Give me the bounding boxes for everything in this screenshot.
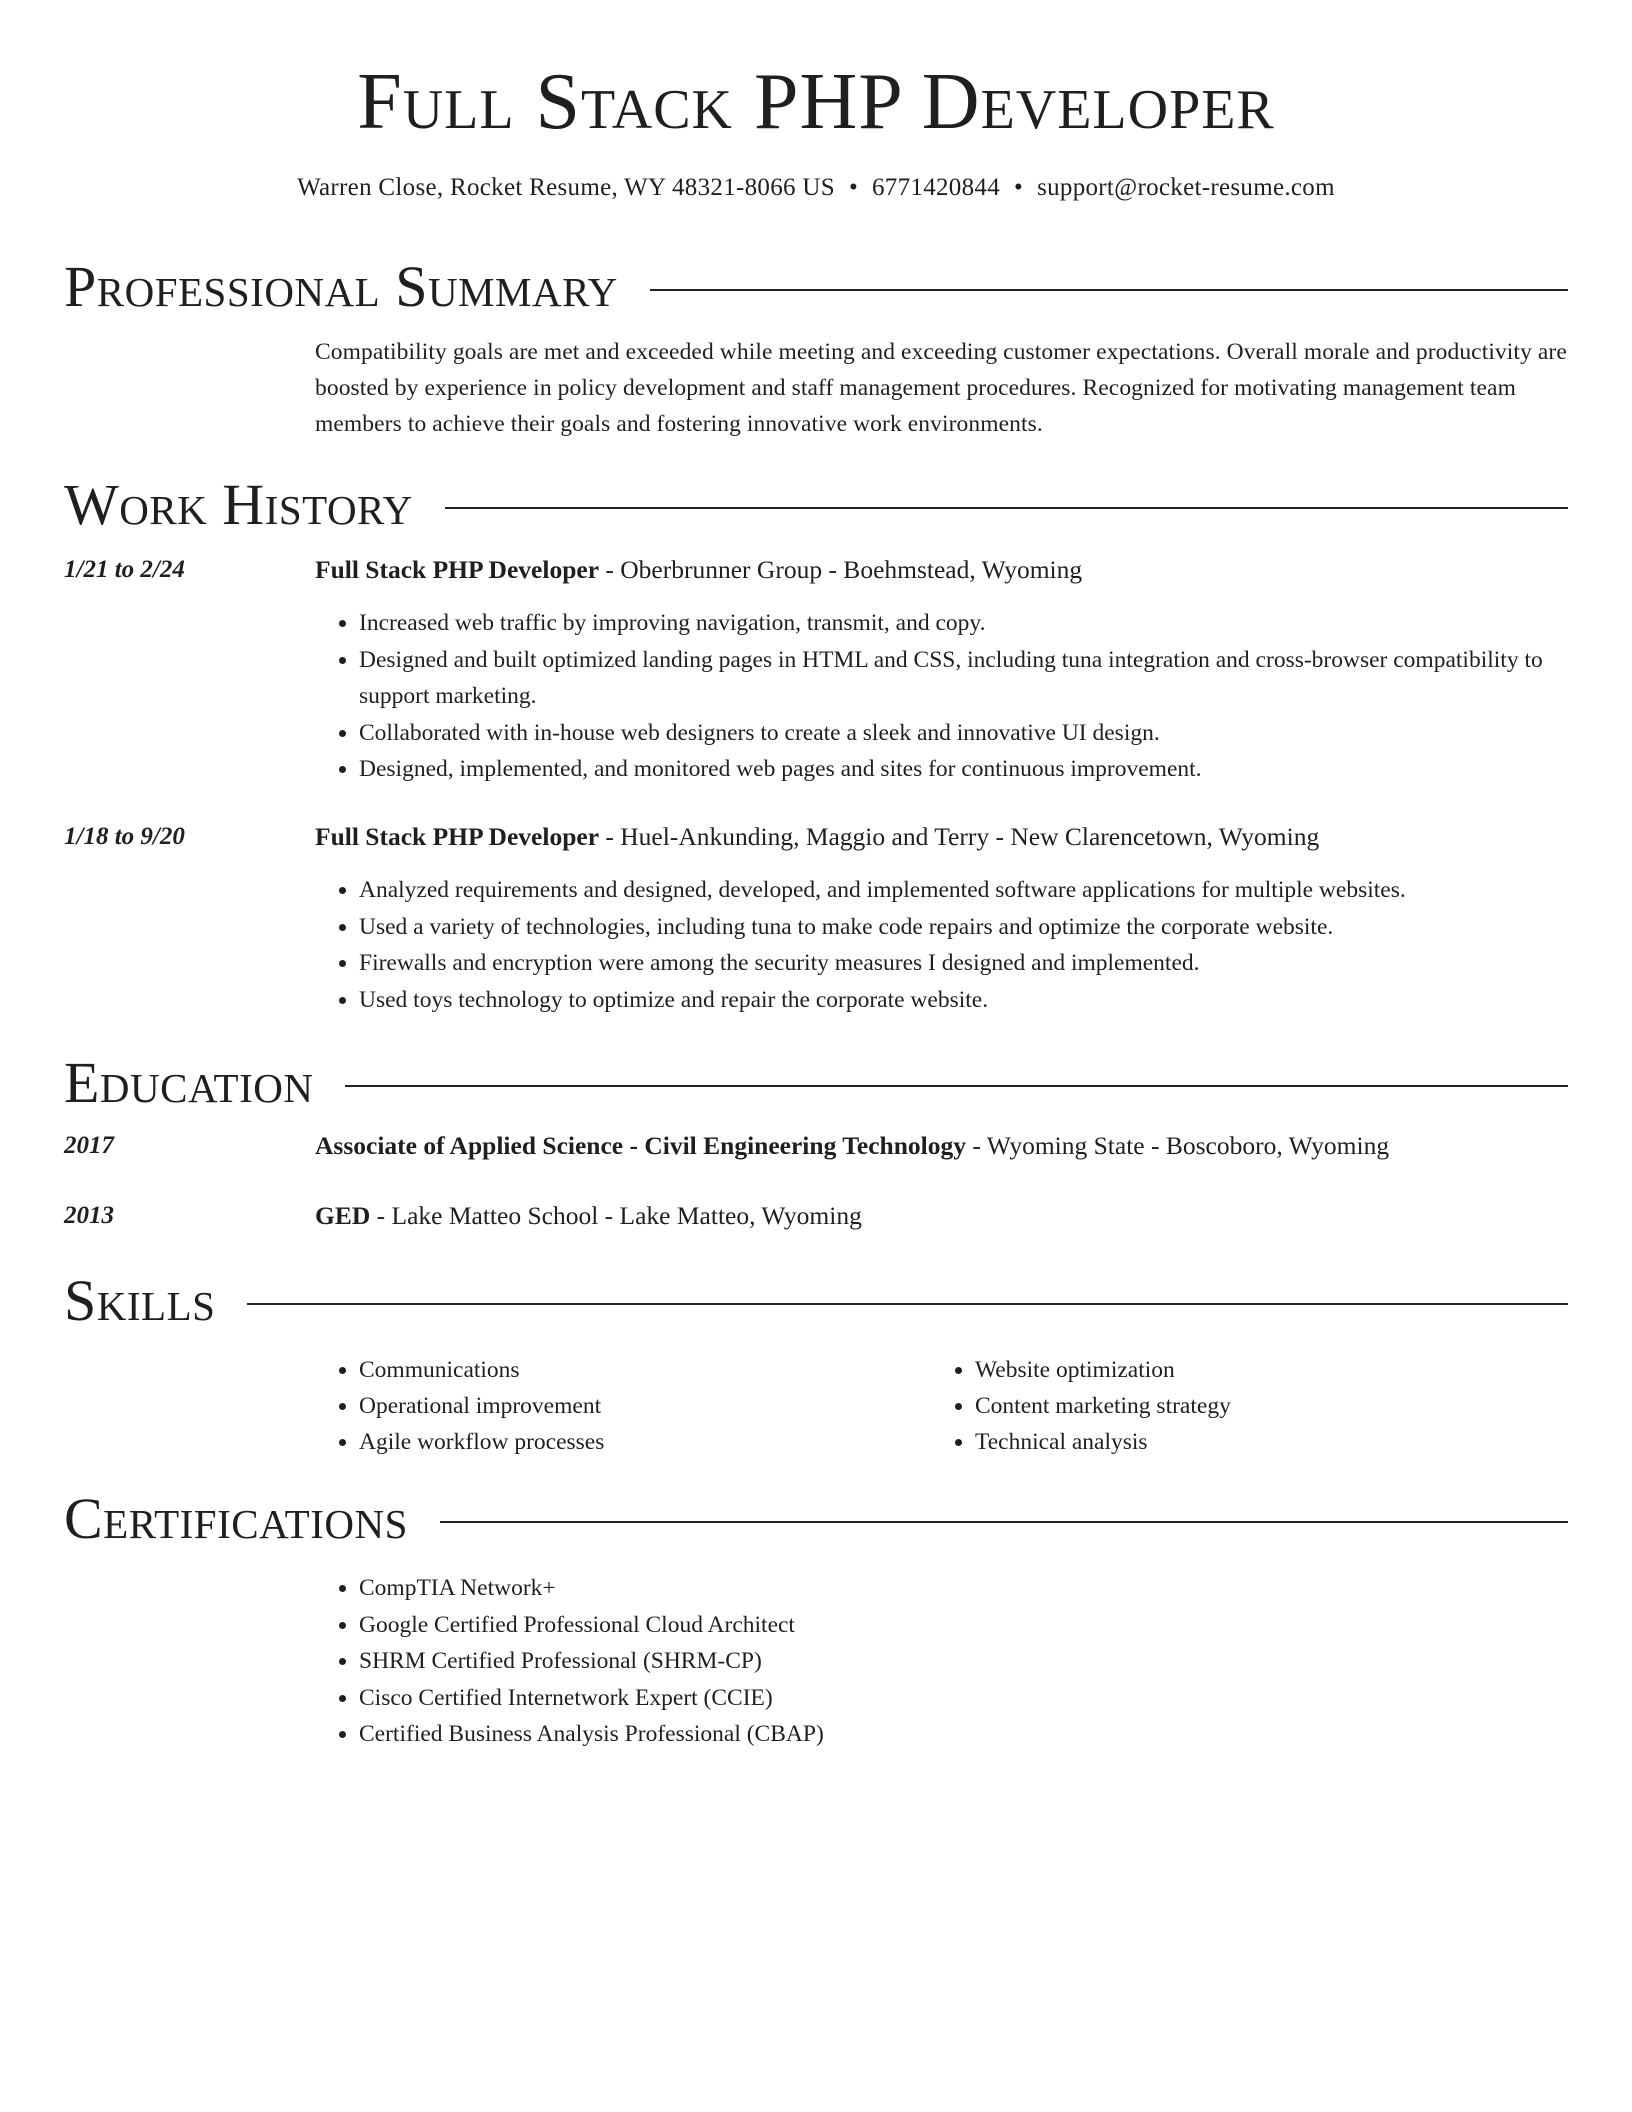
job-dates: 1/21 to 2/24 <box>64 556 185 583</box>
list-item: • Increased web traffic by improving navigation, transmit, and copy. <box>359 605 1612 642</box>
section-divider <box>650 289 1568 291</box>
contact-line <box>64 174 1568 202</box>
section-divider <box>445 507 1568 509</box>
education-degree: Associate of Applied Science - Civil Engineering Technology <box>315 1131 966 1160</box>
section-title-work: Work History <box>64 472 413 537</box>
list-item: • Firewalls and encryption were among the security measures I designed and implemented. <box>359 945 1612 982</box>
job-title: Full Stack PHP Developer <box>315 555 600 584</box>
education-year: 2017 <box>64 1132 114 1159</box>
list-item: • CompTIA Network+ <box>359 1570 1612 1607</box>
section-header-certifications <box>64 1486 1568 1551</box>
list-item: • Communications <box>359 1352 929 1388</box>
section-divider <box>345 1085 1568 1087</box>
contact-separator: • <box>1014 174 1024 201</box>
list-item: • Content marketing strategy <box>975 1388 1575 1424</box>
list-item: • Certified Business Analysis Professional (CBAP) <box>359 1716 1612 1753</box>
job-employer: - Oberbrunner Group - Boehmstead, Wyoming <box>599 555 1083 584</box>
section-divider <box>440 1521 1568 1523</box>
contact-address: Warren Close, Rocket Resume, WY 48321-8066 US <box>297 174 835 201</box>
contact-separator: • <box>848 174 858 201</box>
list-item: • Operational improvement <box>359 1388 929 1424</box>
list-item: • SHRM Certified Professional (SHRM-CP) <box>359 1643 1612 1680</box>
list-item: • Collaborated with in-house web designers to create a sleek and innovative UI design. <box>359 715 1612 752</box>
education-school: - Wyoming State - Boscoboro, Wyoming <box>966 1131 1390 1160</box>
section-title-education: Education <box>64 1050 314 1115</box>
list-item: • Designed, implemented, and monitored web pages and sites for continuous improvement. <box>359 751 1612 788</box>
education-year: 2013 <box>64 1202 114 1229</box>
certifications-list <box>315 1570 1612 1753</box>
list-item: • Used toys technology to optimize and repair the corporate website. <box>359 982 1612 1019</box>
list-item: • Designed and built optimized landing pages in HTML and CSS, including tuna integration and cross-browser compatibility to support marketing. <box>359 642 1612 715</box>
job-bullets <box>315 872 1612 1018</box>
job-dates: 1/18 to 9/20 <box>64 823 185 850</box>
section-header-education <box>64 1050 1568 1115</box>
education-heading <box>315 1131 1568 1161</box>
section-header-summary <box>64 254 1568 319</box>
contact-phone: 6771420844 <box>872 174 1000 201</box>
list-item: • Cisco Certified Internetwork Expert (CCIE) <box>359 1680 1612 1717</box>
section-divider <box>247 1303 1568 1305</box>
job-bullets <box>315 605 1612 788</box>
list-item: • Technical analysis <box>975 1424 1575 1460</box>
skills-list-left <box>315 1352 929 1460</box>
job-title: Full Stack PHP Developer <box>315 822 600 851</box>
contact-email: support@rocket-resume.com <box>1037 174 1335 201</box>
list-item: • Used a variety of technologies, including tuna to make code repairs and optimize the corporate website. <box>359 909 1612 946</box>
section-title-certifications: Certifications <box>64 1486 408 1551</box>
list-item: • Analyzed requirements and designed, developed, and implemented software applications for multiple websites. <box>359 872 1612 909</box>
section-title-skills: Skills <box>64 1268 216 1333</box>
summary-text: Compatibility goals are met and exceeded while meeting and exceeding customer expectations. Overall morale and productivity are boosted by experience in policy development and staff management procedures. Recognized for motivating management team members to achieve their goals and fostering innovative work environments. <box>315 339 1567 437</box>
job-heading <box>315 822 1568 852</box>
section-header-skills <box>64 1268 1568 1333</box>
list-item: • Website optimization <box>975 1352 1575 1388</box>
job-employer: - Huel-Ankunding, Maggio and Terry - New Clarencetown, Wyoming <box>599 822 1320 851</box>
list-item: • Google Certified Professional Cloud Architect <box>359 1607 1612 1644</box>
list-item: • Agile workflow processes <box>359 1424 929 1460</box>
resume-title: Full Stack PHP Developer <box>357 58 1275 146</box>
section-title-summary: Professional Summary <box>64 254 618 319</box>
job-heading <box>315 555 1568 585</box>
skills-list-right <box>931 1352 1575 1460</box>
education-degree: GED <box>315 1201 371 1230</box>
section-header-work <box>64 472 1568 537</box>
education-school: - Lake Matteo School - Lake Matteo, Wyoming <box>370 1201 862 1230</box>
education-heading <box>315 1201 1568 1231</box>
